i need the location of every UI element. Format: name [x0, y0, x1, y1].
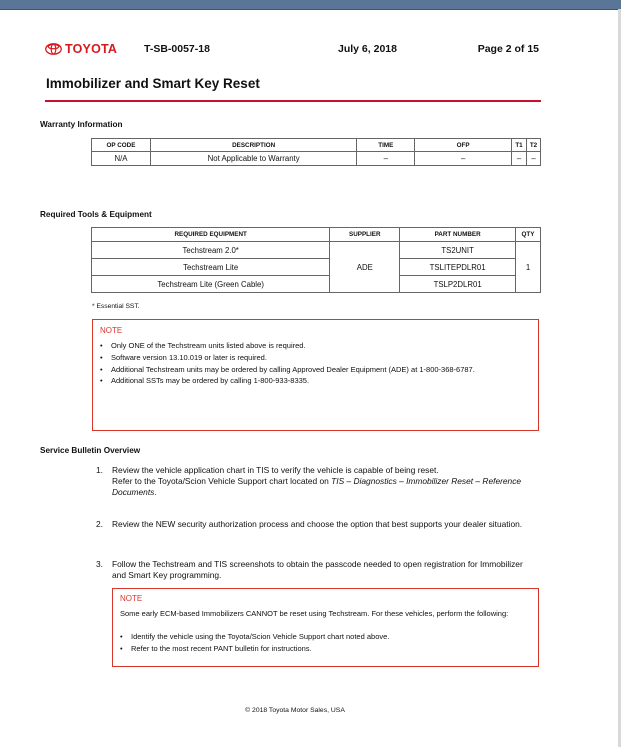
- col-supplier: SUPPLIER: [330, 228, 400, 242]
- brand-name: TOYOTA: [65, 42, 118, 56]
- step-text: Refer to the Toyota/Scion Vehicle Support chart located on: [112, 476, 332, 486]
- col-description: DESCRIPTION: [150, 139, 357, 152]
- note-box: [92, 319, 539, 431]
- note-label: NOTE: [100, 326, 123, 335]
- warranty-table: [91, 138, 541, 166]
- col-ofp: OFP: [415, 139, 512, 152]
- col-required-equipment: REQUIRED EQUIPMENT: [92, 228, 330, 242]
- note-list: [120, 632, 532, 656]
- col-qty: QTY: [516, 228, 541, 242]
- list-item: • Additional Techstream units may be ordered by calling Approved Dealer Equipment (ADE) at 1-800-368-6787.: [100, 365, 532, 375]
- note-box: [112, 588, 539, 667]
- step-number: 3.: [96, 559, 103, 569]
- tools-heading: Required Tools & Equipment: [40, 210, 152, 219]
- part-number-cell: TSLITEPDLR01: [400, 259, 516, 276]
- table-row: [92, 242, 541, 259]
- toyota-logo: [45, 42, 117, 56]
- page-indicator: Page 2 of 15: [477, 43, 539, 55]
- equipment-cell: Techstream Lite (Green Cable): [92, 276, 330, 293]
- step-reference: TIS – Diagnostics – Immobilizer Reset – Reference Documents: [112, 476, 522, 497]
- list-item: • Only ONE of the Techstream units listed above is required.: [100, 341, 532, 351]
- step-text: Follow the Techstream and TIS screenshots to obtain the passcode needed to open registration for Immobilizer and Smart Key programming.: [112, 559, 523, 580]
- step-text: Review the NEW security authorization process and choose the option that best supports your dealer situation.: [112, 519, 523, 529]
- step-number: 1.: [96, 465, 103, 475]
- ofp-cell: –: [415, 152, 512, 166]
- description-cell: Not Applicable to Warranty: [150, 152, 357, 166]
- essential-sst-footnote: * Essential SST.: [92, 303, 140, 310]
- list-item: • Additional SSTs may be ordered by calling 1-800-933-8335.: [100, 376, 532, 386]
- table-row: [92, 152, 541, 166]
- equipment-cell: Techstream Lite: [92, 259, 330, 276]
- note-intro: Some early ECM-based Immobilizers CANNOT be reset using Techstream. For these vehicles, perform the following:: [120, 609, 509, 618]
- tools-table: [91, 227, 541, 293]
- warranty-heading: Warranty Information: [40, 120, 123, 129]
- toyota-emblem-icon: [45, 43, 62, 55]
- step-number: 2.: [96, 519, 103, 529]
- table-row: [92, 259, 541, 276]
- list-item: • Software version 13.10.019 or later is required.: [100, 353, 532, 363]
- step-text-end: .: [154, 487, 157, 497]
- col-time: TIME: [357, 139, 415, 152]
- col-op-code: OP CODE: [92, 139, 151, 152]
- tools-header-row: [92, 228, 541, 242]
- page-header: [45, 43, 539, 59]
- part-number-cell: TS2UNIT: [400, 242, 516, 259]
- list-item: • Refer to the most recent PANT bulletin for instructions.: [120, 644, 532, 654]
- warranty-header-row: [92, 139, 541, 152]
- page-footer: © 2018 Toyota Motor Sales, USA: [245, 707, 345, 714]
- step-1: [96, 465, 526, 498]
- overview-heading: Service Bulletin Overview: [40, 446, 141, 455]
- col-part-number: PART NUMBER: [400, 228, 516, 242]
- qty-cell: 1: [516, 242, 541, 293]
- page-title: Immobilizer and Smart Key Reset: [46, 76, 260, 91]
- step-2: [96, 519, 526, 530]
- part-number-cell: TSLP2DLR01: [400, 276, 516, 293]
- op-code-cell: N/A: [92, 152, 151, 166]
- step-text: Review the vehicle application chart in TIS to verify the vehicle is capable of being reset.: [112, 465, 439, 475]
- t1-cell: –: [512, 152, 527, 166]
- time-cell: –: [357, 152, 415, 166]
- equipment-cell: Techstream 2.0*: [92, 242, 330, 259]
- title-divider: [45, 100, 541, 102]
- document-date: July 6, 2018: [338, 43, 397, 55]
- col-t1: T1: [512, 139, 527, 152]
- note-label: NOTE: [120, 594, 143, 603]
- step-3: [96, 559, 526, 581]
- supplier-cell: ADE: [330, 242, 400, 293]
- document-number: T-SB-0057-18: [144, 43, 210, 55]
- note-list: [100, 341, 532, 388]
- window-top-bar: [0, 0, 621, 10]
- table-row: [92, 276, 541, 293]
- list-item: • Identify the vehicle using the Toyota/Scion Vehicle Support chart noted above.: [120, 632, 532, 642]
- col-t2: T2: [526, 139, 540, 152]
- t2-cell: –: [526, 152, 540, 166]
